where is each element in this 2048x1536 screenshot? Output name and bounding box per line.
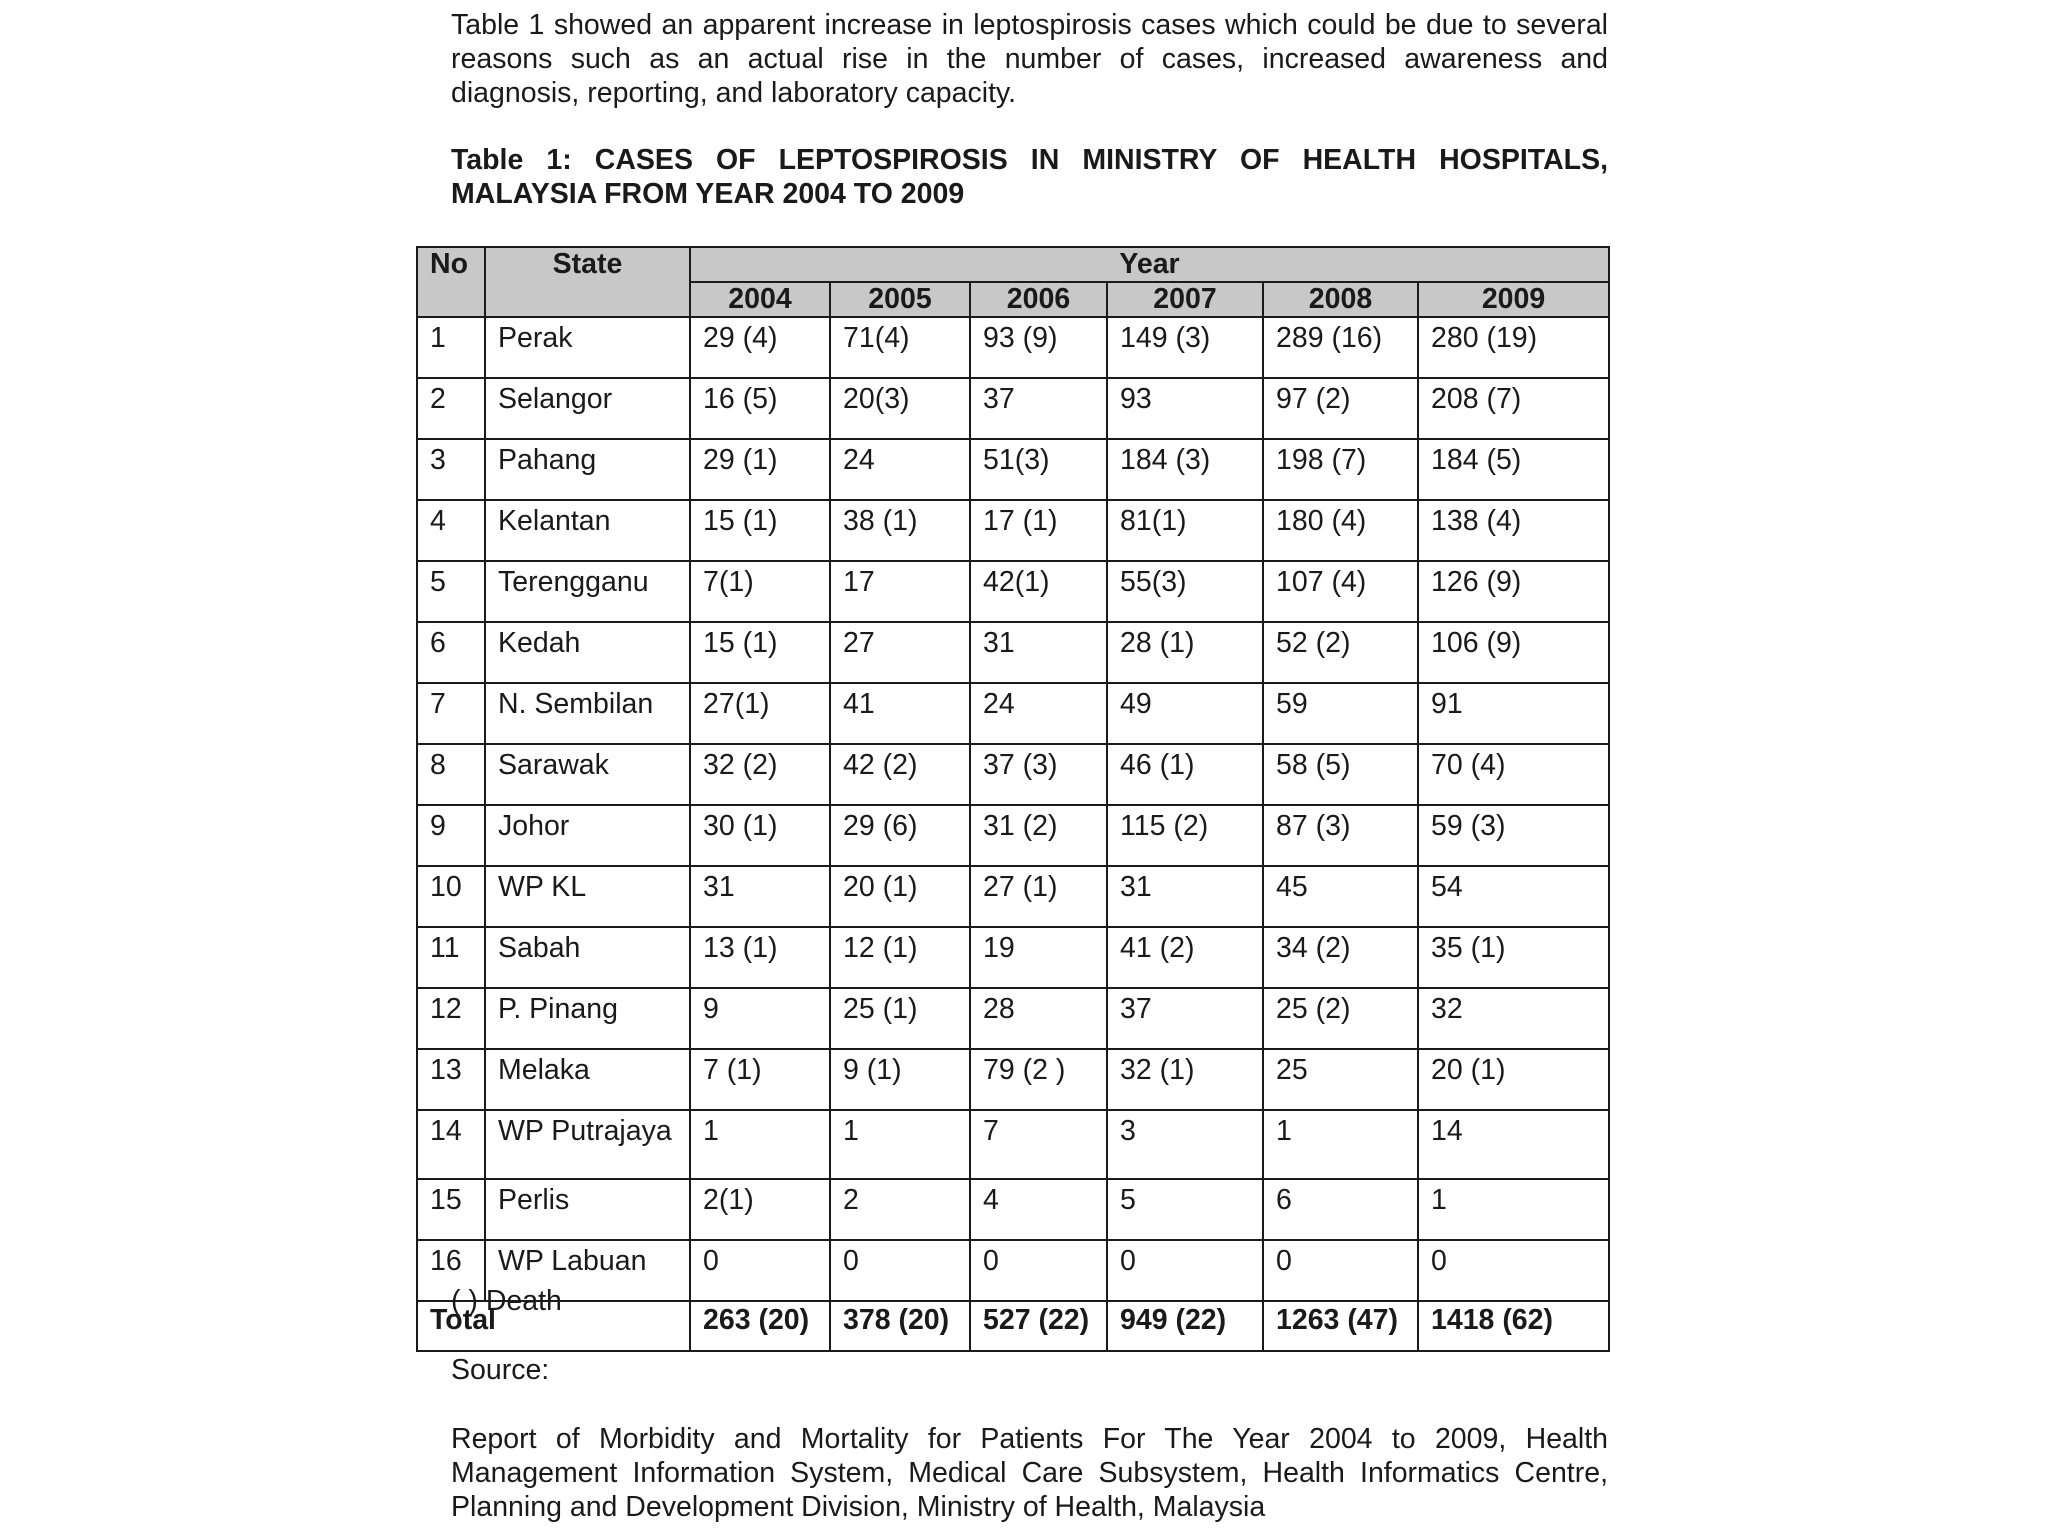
cell-no: 8 <box>417 744 485 805</box>
header-year-2008: 2008 <box>1263 282 1418 317</box>
cell-value: 32 (2) <box>690 744 830 805</box>
cell-value: 24 <box>970 683 1107 744</box>
cell-value: 16 (5) <box>690 378 830 439</box>
cell-value: 13 (1) <box>690 927 830 988</box>
cell-value: 27 (1) <box>970 866 1107 927</box>
cell-value: 79 (2 ) <box>970 1049 1107 1110</box>
cell-value: 45 <box>1263 866 1418 927</box>
cell-no: 3 <box>417 439 485 500</box>
table-row <box>417 378 1609 439</box>
cell-state: Terengganu <box>485 561 690 622</box>
cell-value: 93 <box>1107 378 1263 439</box>
total-value: 378 (20) <box>830 1301 970 1351</box>
table-row <box>417 1049 1609 1110</box>
cell-state: Melaka <box>485 1049 690 1110</box>
cell-value: 184 (3) <box>1107 439 1263 500</box>
cell-no: 6 <box>417 622 485 683</box>
cell-value: 38 (1) <box>830 500 970 561</box>
table-row <box>417 744 1609 805</box>
cell-value: 115 (2) <box>1107 805 1263 866</box>
table-row <box>417 622 1609 683</box>
cell-value: 42(1) <box>970 561 1107 622</box>
cell-value: 37 <box>1107 988 1263 1049</box>
cell-state: WP Labuan <box>485 1240 690 1301</box>
cell-value: 25 (2) <box>1263 988 1418 1049</box>
cell-value: 138 (4) <box>1418 500 1609 561</box>
table-row <box>417 561 1609 622</box>
cell-no: 5 <box>417 561 485 622</box>
cell-value: 28 <box>970 988 1107 1049</box>
cell-value: 2 <box>830 1179 970 1240</box>
cell-value: 280 (19) <box>1418 317 1609 378</box>
cell-value: 27 <box>830 622 970 683</box>
cell-value: 32 <box>1418 988 1609 1049</box>
table-row <box>417 988 1609 1049</box>
cell-state: Sarawak <box>485 744 690 805</box>
cell-value: 20(3) <box>830 378 970 439</box>
cell-value: 30 (1) <box>690 805 830 866</box>
cell-value: 31 <box>970 622 1107 683</box>
cell-value: 25 (1) <box>830 988 970 1049</box>
cell-value: 15 (1) <box>690 500 830 561</box>
cell-value: 107 (4) <box>1263 561 1418 622</box>
total-value: 527 (22) <box>970 1301 1107 1351</box>
cell-no: 12 <box>417 988 485 1049</box>
cell-no: 13 <box>417 1049 485 1110</box>
cell-value: 58 (5) <box>1263 744 1418 805</box>
cell-value: 24 <box>830 439 970 500</box>
cell-state: Kedah <box>485 622 690 683</box>
cell-state: P. Pinang <box>485 988 690 1049</box>
cell-state: WP KL <box>485 866 690 927</box>
source-text: Report of Morbidity and Mortality for Patients For The Year 2004 to 2009, Health Management Information System, Medical Care Subsystem, Health Informatics Centre, Planning and Development Division, Ministry of Health, Malaysia <box>451 1423 1608 1523</box>
table-row <box>417 439 1609 500</box>
cell-no: 11 <box>417 927 485 988</box>
cell-value: 46 (1) <box>1107 744 1263 805</box>
cell-value: 4 <box>970 1179 1107 1240</box>
table-row <box>417 866 1609 927</box>
cell-value: 149 (3) <box>1107 317 1263 378</box>
header-year-2007: 2007 <box>1107 282 1263 317</box>
cell-value: 0 <box>1263 1240 1418 1301</box>
cell-value: 52 (2) <box>1263 622 1418 683</box>
cell-value: 35 (1) <box>1418 927 1609 988</box>
cell-value: 28 (1) <box>1107 622 1263 683</box>
cell-value: 9 <box>690 988 830 1049</box>
table-row <box>417 805 1609 866</box>
table-row <box>417 1179 1609 1240</box>
header-state: State <box>485 247 690 317</box>
cell-value: 2(1) <box>690 1179 830 1240</box>
cell-no: 16 <box>417 1240 485 1301</box>
leptospirosis-cases-table <box>416 246 1610 1352</box>
source-label: Source: <box>451 1354 550 1386</box>
total-value: 1418 (62) <box>1418 1301 1609 1351</box>
cell-value: 7(1) <box>690 561 830 622</box>
cell-value: 3 <box>1107 1110 1263 1179</box>
cell-no: 2 <box>417 378 485 439</box>
cell-value: 55(3) <box>1107 561 1263 622</box>
header-year-2004: 2004 <box>690 282 830 317</box>
header-year-2006: 2006 <box>970 282 1107 317</box>
header-year: Year <box>690 247 1609 282</box>
cell-value: 70 (4) <box>1418 744 1609 805</box>
header-year-2005: 2005 <box>830 282 970 317</box>
cell-no: 9 <box>417 805 485 866</box>
cell-value: 81(1) <box>1107 500 1263 561</box>
cell-value: 6 <box>1263 1179 1418 1240</box>
cell-value: 208 (7) <box>1418 378 1609 439</box>
cell-value: 34 (2) <box>1263 927 1418 988</box>
cell-no: 15 <box>417 1179 485 1240</box>
total-value: 1263 (47) <box>1263 1301 1418 1351</box>
cell-value: 1 <box>690 1110 830 1179</box>
total-value: 263 (20) <box>690 1301 830 1351</box>
cell-value: 0 <box>1107 1240 1263 1301</box>
cell-value: 0 <box>1418 1240 1609 1301</box>
table-row <box>417 683 1609 744</box>
cell-value: 184 (5) <box>1418 439 1609 500</box>
header-no: No <box>417 247 485 317</box>
cell-value: 15 (1) <box>690 622 830 683</box>
cell-value: 25 <box>1263 1049 1418 1110</box>
cell-value: 37 <box>970 378 1107 439</box>
cell-value: 37 (3) <box>970 744 1107 805</box>
cell-state: Sabah <box>485 927 690 988</box>
cell-value: 59 <box>1263 683 1418 744</box>
cell-value: 31 <box>1107 866 1263 927</box>
total-value: 949 (22) <box>1107 1301 1263 1351</box>
cell-state: Kelantan <box>485 500 690 561</box>
cell-value: 9 (1) <box>830 1049 970 1110</box>
cell-value: 17 (1) <box>970 500 1107 561</box>
cell-value: 19 <box>970 927 1107 988</box>
cell-value: 12 (1) <box>830 927 970 988</box>
cell-value: 17 <box>830 561 970 622</box>
cell-value: 49 <box>1107 683 1263 744</box>
cell-value: 106 (9) <box>1418 622 1609 683</box>
table-legend: ( ) Death <box>451 1285 562 1317</box>
table-row <box>417 1110 1609 1179</box>
table-row <box>417 927 1609 988</box>
cell-value: 42 (2) <box>830 744 970 805</box>
cell-value: 0 <box>830 1240 970 1301</box>
cell-value: 29 (1) <box>690 439 830 500</box>
cell-no: 4 <box>417 500 485 561</box>
cell-value: 31 <box>690 866 830 927</box>
table-body <box>417 317 1609 1351</box>
cell-value: 0 <box>690 1240 830 1301</box>
cell-value: 5 <box>1107 1179 1263 1240</box>
cell-value: 1 <box>830 1110 970 1179</box>
table-header-row <box>417 247 1609 282</box>
cell-value: 7 <box>970 1110 1107 1179</box>
cell-value: 7 (1) <box>690 1049 830 1110</box>
cell-value: 97 (2) <box>1263 378 1418 439</box>
cell-no: 14 <box>417 1110 485 1179</box>
cell-value: 93 (9) <box>970 317 1107 378</box>
cell-no: 1 <box>417 317 485 378</box>
cell-state: WP Putrajaya <box>485 1110 690 1179</box>
cell-value: 29 (6) <box>830 805 970 866</box>
cell-value: 126 (9) <box>1418 561 1609 622</box>
cell-state: Perlis <box>485 1179 690 1240</box>
cell-value: 59 (3) <box>1418 805 1609 866</box>
total-label: Total <box>417 1301 690 1351</box>
cell-value: 32 (1) <box>1107 1049 1263 1110</box>
intro-paragraph: Table 1 showed an apparent increase in leptospirosis cases which could be due to several reasons such as an actual rise in the number of cases, increased awareness and diagnosis, reporting, and laboratory capacity. <box>451 9 1608 109</box>
header-year-2009: 2009 <box>1418 282 1609 317</box>
cell-value: 289 (16) <box>1263 317 1418 378</box>
table-total-row <box>417 1301 1609 1351</box>
cell-value: 20 (1) <box>1418 1049 1609 1110</box>
cell-value: 1 <box>1263 1110 1418 1179</box>
cell-state: Johor <box>485 805 690 866</box>
cell-value: 1 <box>1418 1179 1609 1240</box>
cell-value: 51(3) <box>970 439 1107 500</box>
cell-value: 41 (2) <box>1107 927 1263 988</box>
cell-value: 20 (1) <box>830 866 970 927</box>
cell-value: 14 <box>1418 1110 1609 1179</box>
cell-value: 0 <box>970 1240 1107 1301</box>
cell-value: 27(1) <box>690 683 830 744</box>
cell-value: 91 <box>1418 683 1609 744</box>
table-caption: Table 1: CASES OF LEPTOSPIROSIS IN MINISTRY OF HEALTH HOSPITALS, MALAYSIA FROM YEAR 2004 TO 2009 <box>451 144 1608 210</box>
cell-value: 31 (2) <box>970 805 1107 866</box>
cell-state: N. Sembilan <box>485 683 690 744</box>
cell-value: 198 (7) <box>1263 439 1418 500</box>
cell-no: 10 <box>417 866 485 927</box>
table-row <box>417 1240 1609 1301</box>
cell-state: Perak <box>485 317 690 378</box>
cell-state: Pahang <box>485 439 690 500</box>
cell-value: 41 <box>830 683 970 744</box>
cell-value: 29 (4) <box>690 317 830 378</box>
cell-value: 71(4) <box>830 317 970 378</box>
cell-state: Selangor <box>485 378 690 439</box>
cell-no: 7 <box>417 683 485 744</box>
cell-value: 54 <box>1418 866 1609 927</box>
cell-value: 180 (4) <box>1263 500 1418 561</box>
cell-value: 87 (3) <box>1263 805 1418 866</box>
table-row <box>417 317 1609 378</box>
table-row <box>417 500 1609 561</box>
